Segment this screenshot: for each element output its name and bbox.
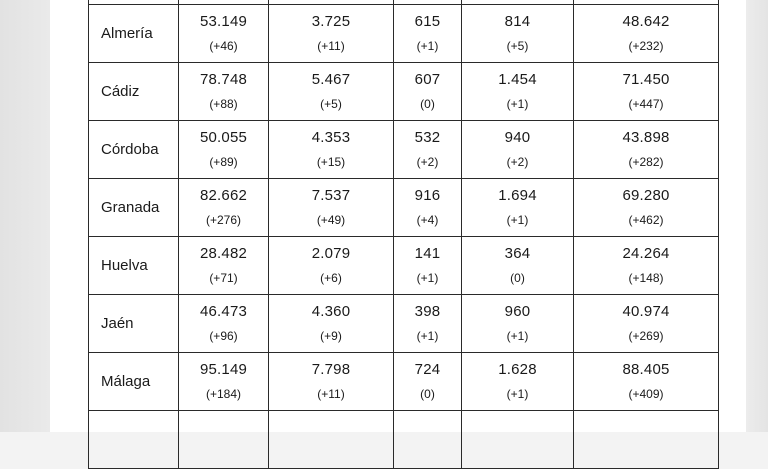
value-cell <box>462 63 574 121</box>
value-cell <box>462 179 574 237</box>
cell-value: 69.280 <box>622 187 670 204</box>
cell-delta: (+15) <box>316 155 346 169</box>
cell-delta: (+1) <box>506 213 529 227</box>
province-name: Córdoba <box>101 141 159 158</box>
value-cell <box>269 179 394 237</box>
cell-value: 40.974 <box>622 303 670 320</box>
cell-value: 4.353 <box>311 129 351 146</box>
cell-value: 364 <box>504 245 531 262</box>
value-cell <box>462 237 574 295</box>
table-cell <box>179 411 269 469</box>
cell-value: 960 <box>504 303 531 320</box>
province-stats-table <box>88 0 719 469</box>
province-name: Málaga <box>101 373 151 390</box>
table-cell <box>462 411 574 469</box>
table-row <box>89 5 719 63</box>
cell-value: 141 <box>414 245 441 262</box>
page-margin-left <box>0 0 50 432</box>
cell-value: 398 <box>414 303 441 320</box>
cell-delta: (+5) <box>506 39 529 53</box>
cell-delta: (+1) <box>416 271 439 285</box>
cell-delta: (+96) <box>209 329 238 343</box>
cell-delta: (+5) <box>320 97 342 111</box>
cell-value: 916 <box>414 187 441 204</box>
province-name: Granada <box>101 199 160 216</box>
table-body <box>89 0 719 469</box>
value-cell <box>179 237 269 295</box>
document-page <box>50 0 746 432</box>
cell-delta: (+1) <box>506 97 529 111</box>
cell-delta: (+49) <box>316 213 346 227</box>
value-cell <box>462 353 574 411</box>
table-row <box>89 295 719 353</box>
table-row <box>89 353 719 411</box>
value-cell <box>269 353 394 411</box>
cell-delta: (+2) <box>506 155 529 169</box>
cell-value: 46.473 <box>199 303 248 320</box>
cell-delta: (+232) <box>628 39 664 53</box>
value-cell <box>574 237 719 295</box>
cell-value: 1.628 <box>498 361 537 378</box>
cell-delta: (+11) <box>317 39 345 53</box>
cell-value: 43.898 <box>622 129 670 146</box>
cell-value: 2.079 <box>311 245 351 262</box>
cell-delta: (+184) <box>205 387 242 401</box>
value-cell <box>179 121 269 179</box>
province-cell <box>89 237 179 295</box>
value-cell <box>574 179 719 237</box>
cell-delta: (+462) <box>628 213 664 227</box>
cell-value: 78.748 <box>199 71 248 88</box>
value-cell <box>269 237 394 295</box>
cell-delta: (0) <box>420 387 435 401</box>
cell-delta: (+1) <box>416 39 439 53</box>
cell-value: 3.725 <box>311 13 351 30</box>
cell-value: 48.642 <box>622 13 670 30</box>
table-cell <box>574 411 719 469</box>
value-cell <box>574 5 719 63</box>
cell-value: 5.467 <box>311 71 351 88</box>
cell-value: 532 <box>414 129 441 146</box>
cell-delta: (+6) <box>320 271 342 285</box>
value-cell <box>179 5 269 63</box>
value-cell <box>574 295 719 353</box>
cell-value: 71.450 <box>622 71 670 88</box>
cell-delta: (+71) <box>209 271 238 285</box>
cell-delta: (+1) <box>506 329 529 343</box>
table-row <box>89 63 719 121</box>
province-name: Cádiz <box>101 83 140 100</box>
cell-delta: (+409) <box>628 387 664 401</box>
cell-delta: (+88) <box>209 97 238 111</box>
cell-value: 7.798 <box>311 361 351 378</box>
value-cell <box>269 121 394 179</box>
cell-delta: (+447) <box>628 97 664 111</box>
cell-value: 53.149 <box>199 13 248 30</box>
value-cell <box>394 295 462 353</box>
cell-value: 814 <box>504 13 531 30</box>
value-cell <box>269 63 394 121</box>
page-margin-right <box>746 0 768 432</box>
province-cell <box>89 121 179 179</box>
value-cell <box>394 5 462 63</box>
cell-value: 615 <box>414 13 441 30</box>
value-cell <box>179 295 269 353</box>
table-cell <box>394 411 462 469</box>
cell-value: 1.454 <box>498 71 537 88</box>
value-cell <box>269 5 394 63</box>
table-cell <box>269 411 394 469</box>
value-cell <box>462 121 574 179</box>
cell-delta: (+46) <box>209 39 238 53</box>
cell-delta: (+89) <box>209 155 238 169</box>
cell-value: 1.694 <box>498 187 537 204</box>
value-cell <box>574 63 719 121</box>
value-cell <box>269 295 394 353</box>
cell-value: 724 <box>414 361 441 378</box>
table-cell <box>89 411 179 469</box>
value-cell <box>574 121 719 179</box>
cell-value: 940 <box>504 129 531 146</box>
value-cell <box>394 353 462 411</box>
cell-delta: (+11) <box>317 387 345 401</box>
value-cell <box>462 295 574 353</box>
cell-value: 95.149 <box>199 361 248 378</box>
value-cell <box>574 353 719 411</box>
value-cell <box>179 179 269 237</box>
cell-value: 607 <box>414 71 441 88</box>
cell-delta: (+1) <box>506 387 529 401</box>
cell-delta: (+282) <box>628 155 664 169</box>
cell-value: 7.537 <box>311 187 351 204</box>
value-cell <box>394 179 462 237</box>
value-cell <box>394 63 462 121</box>
province-cell <box>89 295 179 353</box>
province-name: Almería <box>101 25 153 42</box>
table-row <box>89 121 719 179</box>
table-row-bottom-stub <box>89 411 719 469</box>
cell-delta: (+269) <box>628 329 664 343</box>
value-cell <box>179 63 269 121</box>
cell-delta: (+4) <box>416 213 439 227</box>
cell-delta: (0) <box>510 271 525 285</box>
province-name: Huelva <box>101 257 148 274</box>
table-row <box>89 179 719 237</box>
cell-delta: (0) <box>420 97 435 111</box>
value-cell <box>394 121 462 179</box>
province-cell <box>89 179 179 237</box>
province-cell <box>89 353 179 411</box>
province-name: Jaén <box>101 315 134 332</box>
value-cell <box>394 237 462 295</box>
cell-delta: (+9) <box>320 329 342 343</box>
cell-delta: (+1) <box>416 329 439 343</box>
table-row <box>89 237 719 295</box>
cell-delta: (+2) <box>416 155 439 169</box>
cell-delta: (+276) <box>205 213 242 227</box>
cell-value: 4.360 <box>311 303 351 320</box>
cell-value: 82.662 <box>199 187 248 204</box>
cell-delta: (+148) <box>628 271 664 285</box>
value-cell <box>179 353 269 411</box>
cell-value: 24.264 <box>622 245 670 262</box>
cell-value: 50.055 <box>199 129 248 146</box>
cell-value: 88.405 <box>622 361 670 378</box>
province-cell <box>89 5 179 63</box>
value-cell <box>462 5 574 63</box>
province-cell <box>89 63 179 121</box>
cell-value: 28.482 <box>199 245 248 262</box>
